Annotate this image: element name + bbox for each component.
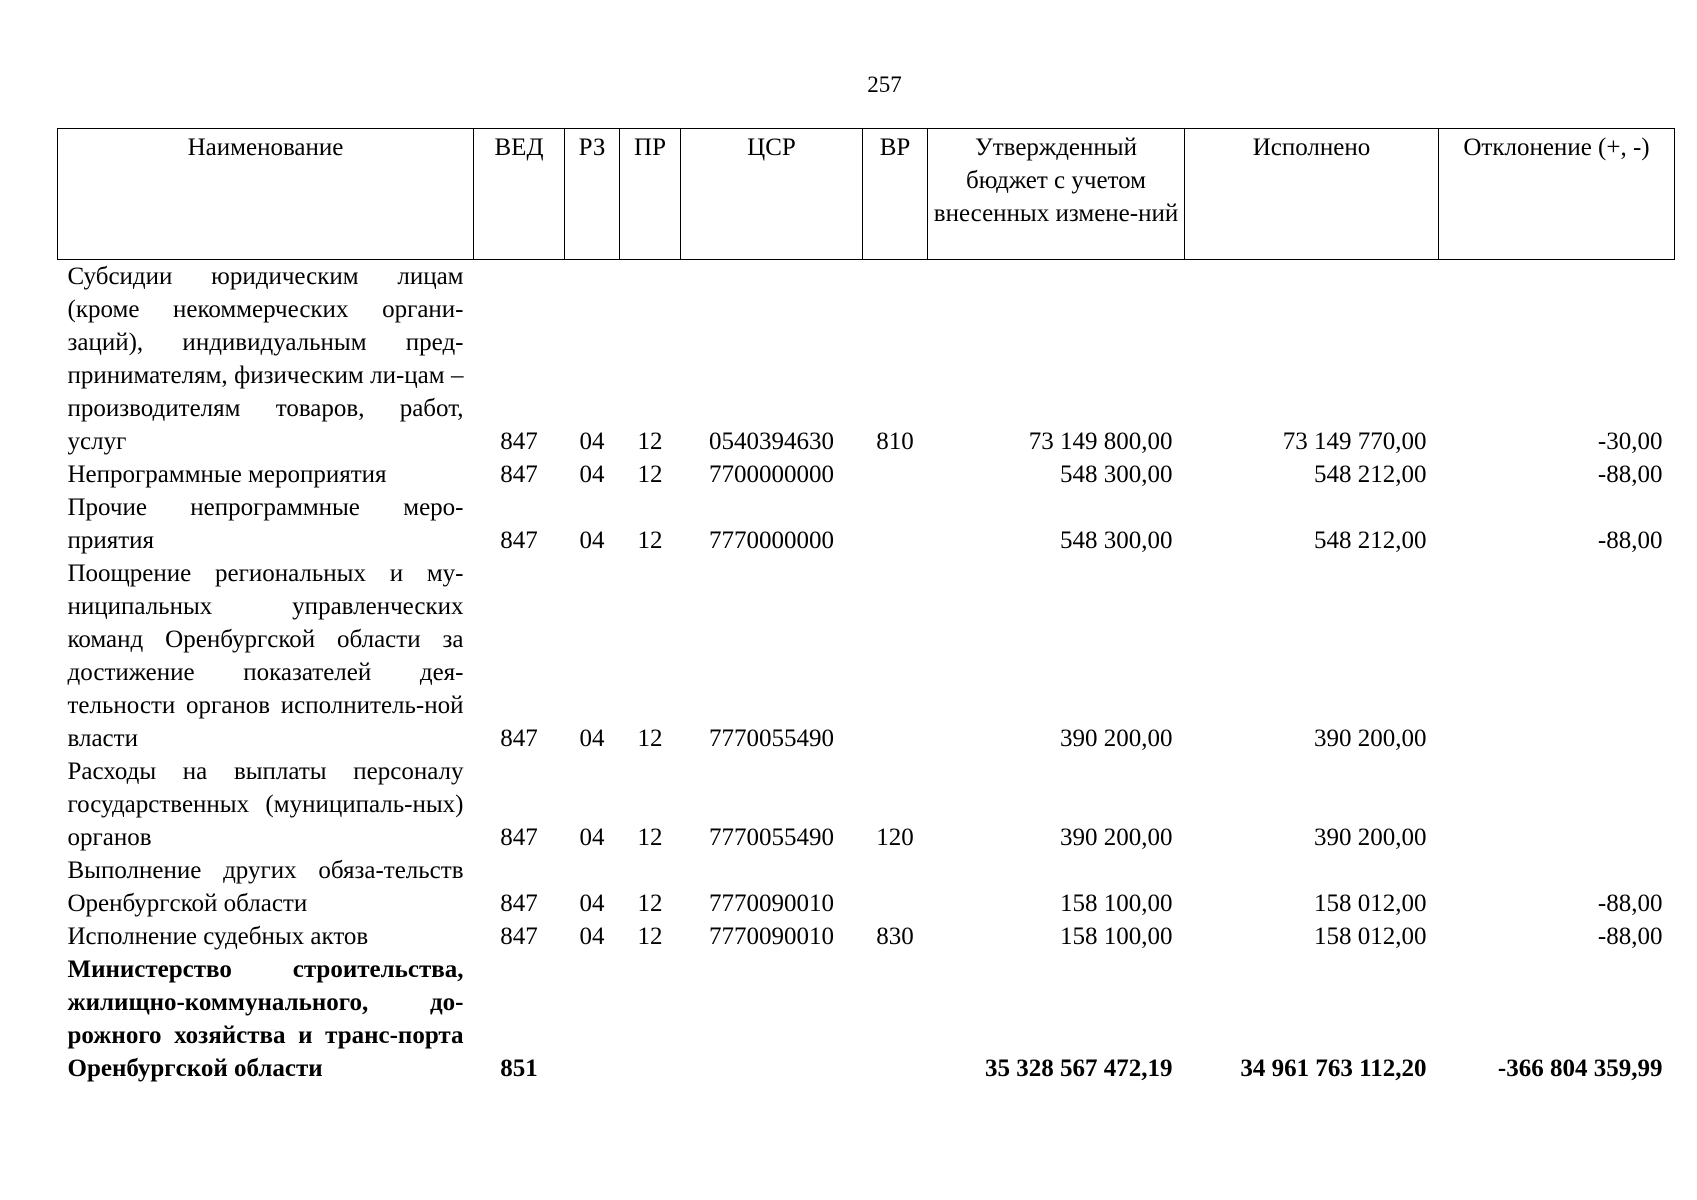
header-vr: ВР [863, 129, 928, 260]
table-header [58, 129, 1675, 260]
row-csr: 7770090010 [709, 890, 834, 917]
row-csr: 7770090010 [709, 923, 834, 950]
row-rz: 04 [579, 890, 605, 917]
row-executed: 73 149 770,00 [1282, 428, 1427, 455]
row-pr: 12 [637, 428, 663, 455]
header-csr: ЦСР [681, 129, 863, 260]
table-row [58, 557, 1675, 755]
row-pr: 12 [637, 461, 663, 488]
row-executed: 390 200,00 [1314, 725, 1427, 752]
row-csr: 7700000000 [709, 461, 834, 488]
row-executed: 158 012,00 [1314, 890, 1427, 917]
row-name: Выполнение других обяза-тельств Оренбургской области [67, 857, 464, 917]
row-deviation [1439, 755, 1675, 854]
row-approved: 158 100,00 [1060, 923, 1173, 950]
header-ved: ВЕД [474, 129, 565, 260]
row-name: Министерство строительства, жилищно-коммунального, до-рожного хозяйства и транс-порта Оренбургской области [67, 956, 464, 1082]
row-vr: 830 [876, 923, 914, 950]
row-name: Прочие непрограммные меро-приятия [67, 494, 464, 554]
row-name: Поощрение региональных и му-ниципальных управленческих команд Оренбургской области за достижение показателей дея-тельности органов исполнитель-ной власти [67, 560, 464, 752]
row-executed: 158 012,00 [1314, 923, 1427, 950]
table-row [58, 755, 1675, 854]
row-approved: 73 149 800,00 [1028, 428, 1173, 455]
header-name: Наименование [58, 129, 474, 260]
row-name: Расходы на выплаты персоналу государственных (муниципаль-ных) органов [67, 758, 464, 851]
row-vr [863, 854, 928, 920]
table-row [58, 854, 1675, 920]
row-vr [863, 491, 928, 557]
row-pr: 12 [637, 725, 663, 752]
row-approved: 35 328 567 472,19 [985, 1055, 1173, 1082]
row-pr: 12 [637, 527, 663, 554]
row-csr [681, 953, 863, 1085]
row-executed: 390 200,00 [1314, 824, 1427, 851]
row-approved: 548 300,00 [1060, 527, 1173, 554]
table-body [58, 260, 1675, 1086]
row-name: Непрограммные мероприятия [67, 461, 387, 488]
row-deviation: -88,00 [1597, 461, 1663, 488]
row-rz [565, 953, 620, 1085]
budget-table [57, 128, 1675, 1085]
table-row [58, 920, 1675, 953]
row-ved: 851 [500, 1055, 538, 1082]
row-ved: 847 [500, 527, 538, 554]
header-deviation: Отклонение (+, -) [1439, 129, 1675, 260]
table-row-total [58, 953, 1675, 1085]
row-deviation: -366 804 359,99 [1497, 1055, 1663, 1082]
row-csr: 7770055490 [709, 824, 834, 851]
row-ved: 847 [500, 890, 538, 917]
row-rz: 04 [579, 725, 605, 752]
row-ved: 847 [500, 824, 538, 851]
row-ved: 847 [500, 725, 538, 752]
row-rz: 04 [579, 824, 605, 851]
table-row [58, 458, 1675, 491]
row-ved: 847 [500, 923, 538, 950]
row-executed: 548 212,00 [1314, 527, 1427, 554]
row-vr: 120 [876, 824, 914, 851]
header-pr: ПР [620, 129, 681, 260]
row-rz: 04 [579, 923, 605, 950]
row-executed: 34 961 763 112,20 [1240, 1055, 1427, 1082]
row-deviation: -88,00 [1597, 923, 1663, 950]
row-name: Исполнение судебных актов [67, 923, 369, 950]
row-approved: 548 300,00 [1060, 461, 1173, 488]
row-rz: 04 [579, 527, 605, 554]
row-deviation: -30,00 [1597, 428, 1663, 455]
row-vr [863, 953, 928, 1085]
row-deviation: -88,00 [1597, 527, 1663, 554]
header-executed: Исполнено [1185, 129, 1439, 260]
row-name: Субсидии юридическим лицам (кроме некоммерческих органи-заций), индивидуальным пред-принимателям, физическим ли-цам – производителям товаров, работ, услуг [67, 263, 464, 455]
header-approved: Утвержденный бюджет с учетом внесенных измене-ний [928, 129, 1185, 260]
row-ved: 847 [500, 428, 538, 455]
row-rz: 04 [579, 428, 605, 455]
row-ved: 847 [500, 461, 538, 488]
row-vr [863, 557, 928, 755]
row-executed: 548 212,00 [1314, 461, 1427, 488]
page-number: 257 [867, 72, 902, 97]
row-deviation [1439, 557, 1675, 755]
row-approved: 158 100,00 [1060, 890, 1173, 917]
table-row [58, 491, 1675, 557]
row-pr: 12 [637, 890, 663, 917]
row-rz: 04 [579, 461, 605, 488]
header-rz: РЗ [565, 129, 620, 260]
row-approved: 390 200,00 [1060, 725, 1173, 752]
table-row [58, 260, 1675, 459]
row-csr: 0540394630 [709, 428, 834, 455]
row-csr: 7770055490 [709, 725, 834, 752]
row-pr: 12 [637, 824, 663, 851]
row-pr [620, 953, 681, 1085]
row-deviation: -88,00 [1597, 890, 1663, 917]
row-vr: 810 [876, 428, 914, 455]
row-pr: 12 [637, 923, 663, 950]
row-vr [863, 458, 928, 491]
row-approved: 390 200,00 [1060, 824, 1173, 851]
row-csr: 7770000000 [709, 527, 834, 554]
